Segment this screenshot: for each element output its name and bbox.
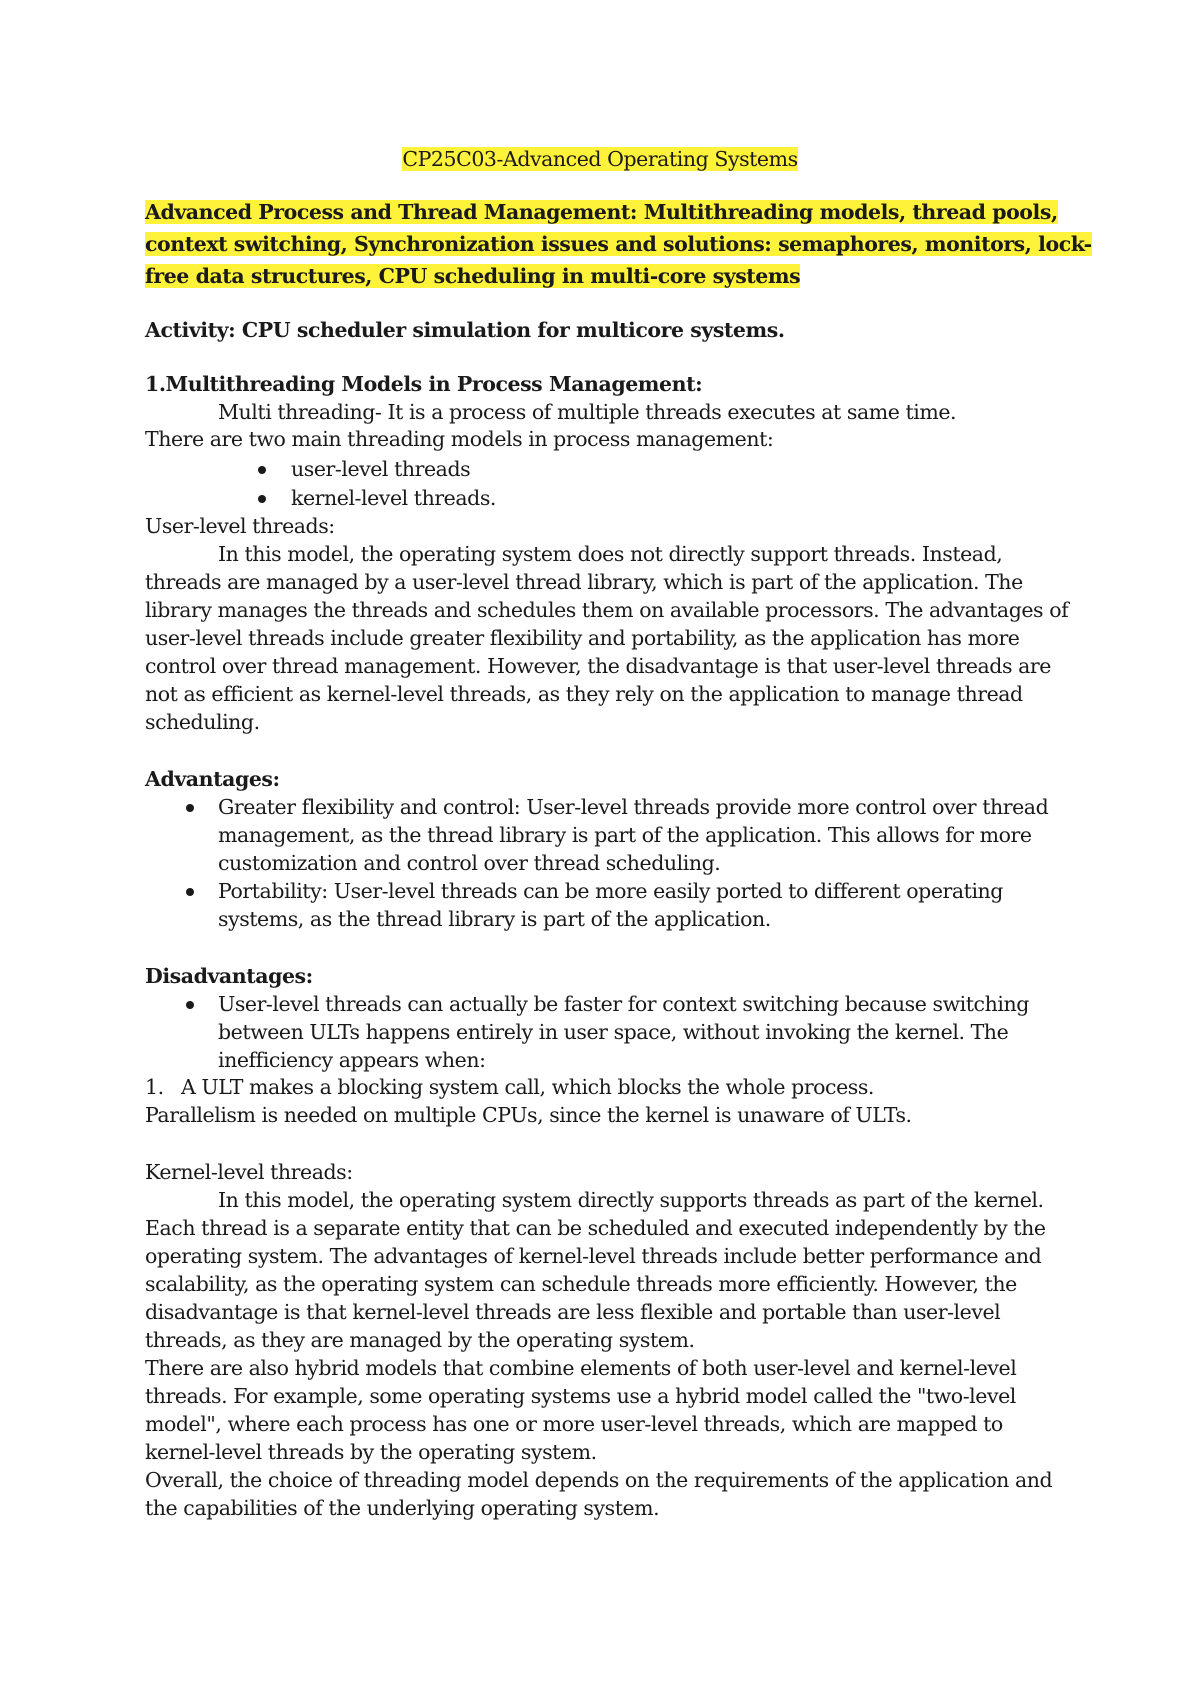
topic-line-2-text: context switching, Synchronization issues and solutions: semaphores, monitors, lock- [145,232,1092,256]
topic-line-1 [145,198,1058,226]
klt-para-line: operating system. The advantages of kernel-level threads include better performance and [145,1244,1042,1268]
klt-para-line: disadvantage is that kernel-level threads are less flexible and portable than user-level [145,1300,1001,1324]
activity-line: Activity: CPU scheduler simulation for multicore systems. [145,318,785,342]
bullet-icon [258,495,266,503]
overall-para-line: Overall, the choice of threading model depends on the requirements of the application and [145,1468,1053,1492]
hybrid-para-line: threads. For example, some operating systems use a hybrid model called the "two-level [145,1384,1016,1408]
hybrid-para-line: There are also hybrid models that combine elements of both user-level and kernel-level [145,1356,1017,1380]
advantages-heading: Advantages: [145,767,280,791]
advantage-item-line: customization and control over thread scheduling. [218,851,721,875]
ult-para-line: user-level threads include greater flexibility and portability, as the application has more [145,626,1020,650]
overall-para-line: the capabilities of the underlying operating system. [145,1496,660,1520]
numbered-label: 1. [145,1075,164,1099]
document-title-text: CP25C03-Advanced Operating Systems [402,147,798,171]
advantage-item-line: Greater flexibility and control: User-level threads provide more control over thread [218,795,1049,819]
bullet-icon [258,466,266,474]
klt-para-line: Each thread is a separate entity that can be scheduled and executed independently by the [145,1216,1046,1240]
section1-definition: Multi threading- It is a process of multiple threads executes at same time. [218,400,957,424]
bullet-icon [186,804,194,812]
klt-para-line: scalability, as the operating system can schedule threads more efficiently. However, the [145,1272,1017,1296]
disadvantage-item-line: inefficiency appears when: [218,1048,486,1072]
ult-para-line: scheduling. [145,710,260,734]
ult-para-line: not as efficient as kernel-level threads, as they rely on the application to manage thread [145,682,1023,706]
section1-intro: There are two main threading models in process management: [145,427,774,451]
topic-line-1-text: Advanced Process and Thread Management: Multithreading models, thread pools, [145,200,1058,224]
ult-para-line: In this model, the operating system does not directly support threads. Instead, [218,542,1003,566]
section1-heading: 1.Multithreading Models in Process Management: [145,372,703,396]
model-item-user-level: user-level threads [291,457,471,481]
numbered-item: A ULT makes a blocking system call, which blocks the whole process. [181,1075,874,1099]
ult-heading: User-level threads: [145,514,335,538]
bullet-icon [186,888,194,896]
topic-line-3 [145,262,800,290]
advantage-item-line: management, as the thread library is part of the application. This allows for more [218,823,1032,847]
hybrid-para-line: kernel-level threads by the operating system. [145,1440,597,1464]
topic-line-3-text: free data structures, CPU scheduling in multi-core systems [145,264,801,288]
klt-para-line: In this model, the operating system directly supports threads as part of the kernel. [218,1188,1044,1212]
klt-heading: Kernel-level threads: [145,1160,353,1184]
advantage-item-line: Portability: User-level threads can be more easily ported to different operating [218,879,1003,903]
disadvantage-item-line: User-level threads can actually be faster for context switching because switching [218,992,1029,1016]
bullet-icon [186,1001,194,1009]
document-title [0,144,1200,174]
parallelism-line: Parallelism is needed on multiple CPUs, since the kernel is unaware of ULTs. [145,1103,912,1127]
disadvantage-item-line: between ULTs happens entirely in user space, without invoking the kernel. The [218,1020,1009,1044]
disadvantages-heading: Disadvantages: [145,964,313,988]
model-item-kernel-level: kernel-level threads. [291,486,496,510]
ult-para-line: control over thread management. However, the disadvantage is that user-level threads are [145,654,1051,678]
advantage-item-line: systems, as the thread library is part of the application. [218,907,771,931]
ult-para-line: threads are managed by a user-level thread library, which is part of the application. The [145,570,1023,594]
hybrid-para-line: model", where each process has one or more user-level threads, which are mapped to [145,1412,1003,1436]
topic-line-2 [145,230,1092,258]
klt-para-line: threads, as they are managed by the operating system. [145,1328,695,1352]
ult-para-line: library manages the threads and schedules them on available processors. The advantages of [145,598,1069,622]
